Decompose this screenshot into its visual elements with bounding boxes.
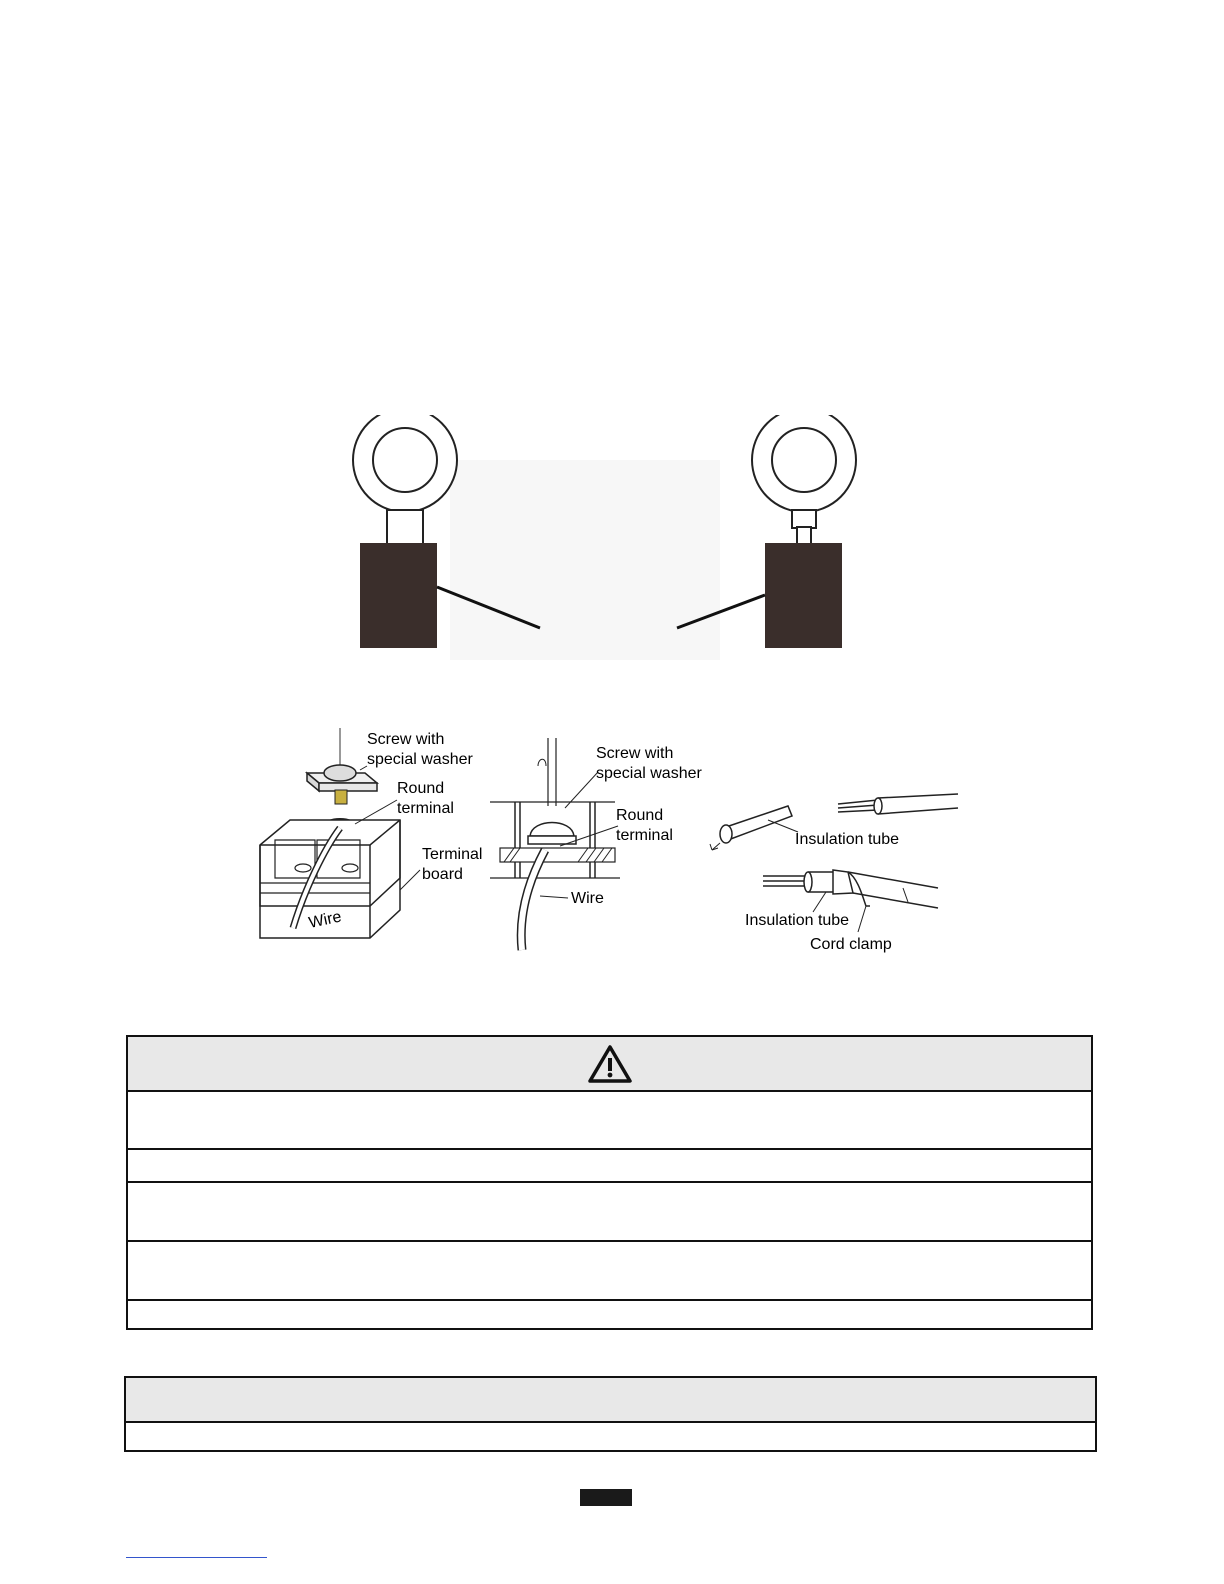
label-round-2: terminal bbox=[397, 800, 454, 817]
footer-link-underline[interactable] bbox=[126, 1557, 267, 1558]
warning-triangle-icon bbox=[587, 1044, 633, 1084]
warning-table-header bbox=[128, 1037, 1091, 1090]
note-table bbox=[124, 1376, 1097, 1452]
warning-table-row bbox=[128, 1148, 1091, 1181]
label-round-1: Round bbox=[616, 807, 664, 824]
warning-table-row bbox=[128, 1240, 1091, 1299]
warning-table-row bbox=[128, 1181, 1091, 1240]
faded-background bbox=[450, 460, 720, 660]
label-screw-1: Screw with bbox=[596, 745, 674, 762]
warning-table-row bbox=[128, 1299, 1091, 1328]
warning-table-row bbox=[128, 1090, 1091, 1148]
label-board-2: board bbox=[422, 866, 463, 883]
terminal-board-figure bbox=[255, 728, 495, 950]
label-screw-2: special washer bbox=[596, 765, 702, 782]
insulation-sleeve-left bbox=[360, 543, 437, 648]
note-table-header bbox=[126, 1378, 1095, 1421]
label-wire: Wire bbox=[307, 908, 344, 932]
insulation-sleeve-right bbox=[765, 543, 842, 648]
label-round-1: Round bbox=[397, 780, 445, 797]
terminal-section-figure bbox=[490, 738, 720, 953]
page-number-tab bbox=[580, 1489, 632, 1506]
label-insulation-tube-top: Insulation tube bbox=[795, 831, 900, 848]
cable-clamp-figure bbox=[708, 788, 973, 960]
label-board-1: Terminal bbox=[422, 846, 483, 863]
ring-terminal-figure bbox=[330, 415, 890, 680]
label-cord-clamp: Cord clamp bbox=[810, 936, 892, 953]
label-screw-1: Screw with bbox=[367, 731, 445, 748]
label-screw-2: special washer bbox=[367, 751, 473, 768]
note-table-row bbox=[126, 1421, 1095, 1450]
warning-table bbox=[126, 1035, 1093, 1330]
label-round-2: terminal bbox=[616, 827, 673, 844]
label-insulation-tube-bottom: Insulation tube bbox=[745, 912, 850, 929]
label-wire: Wire bbox=[571, 890, 604, 907]
